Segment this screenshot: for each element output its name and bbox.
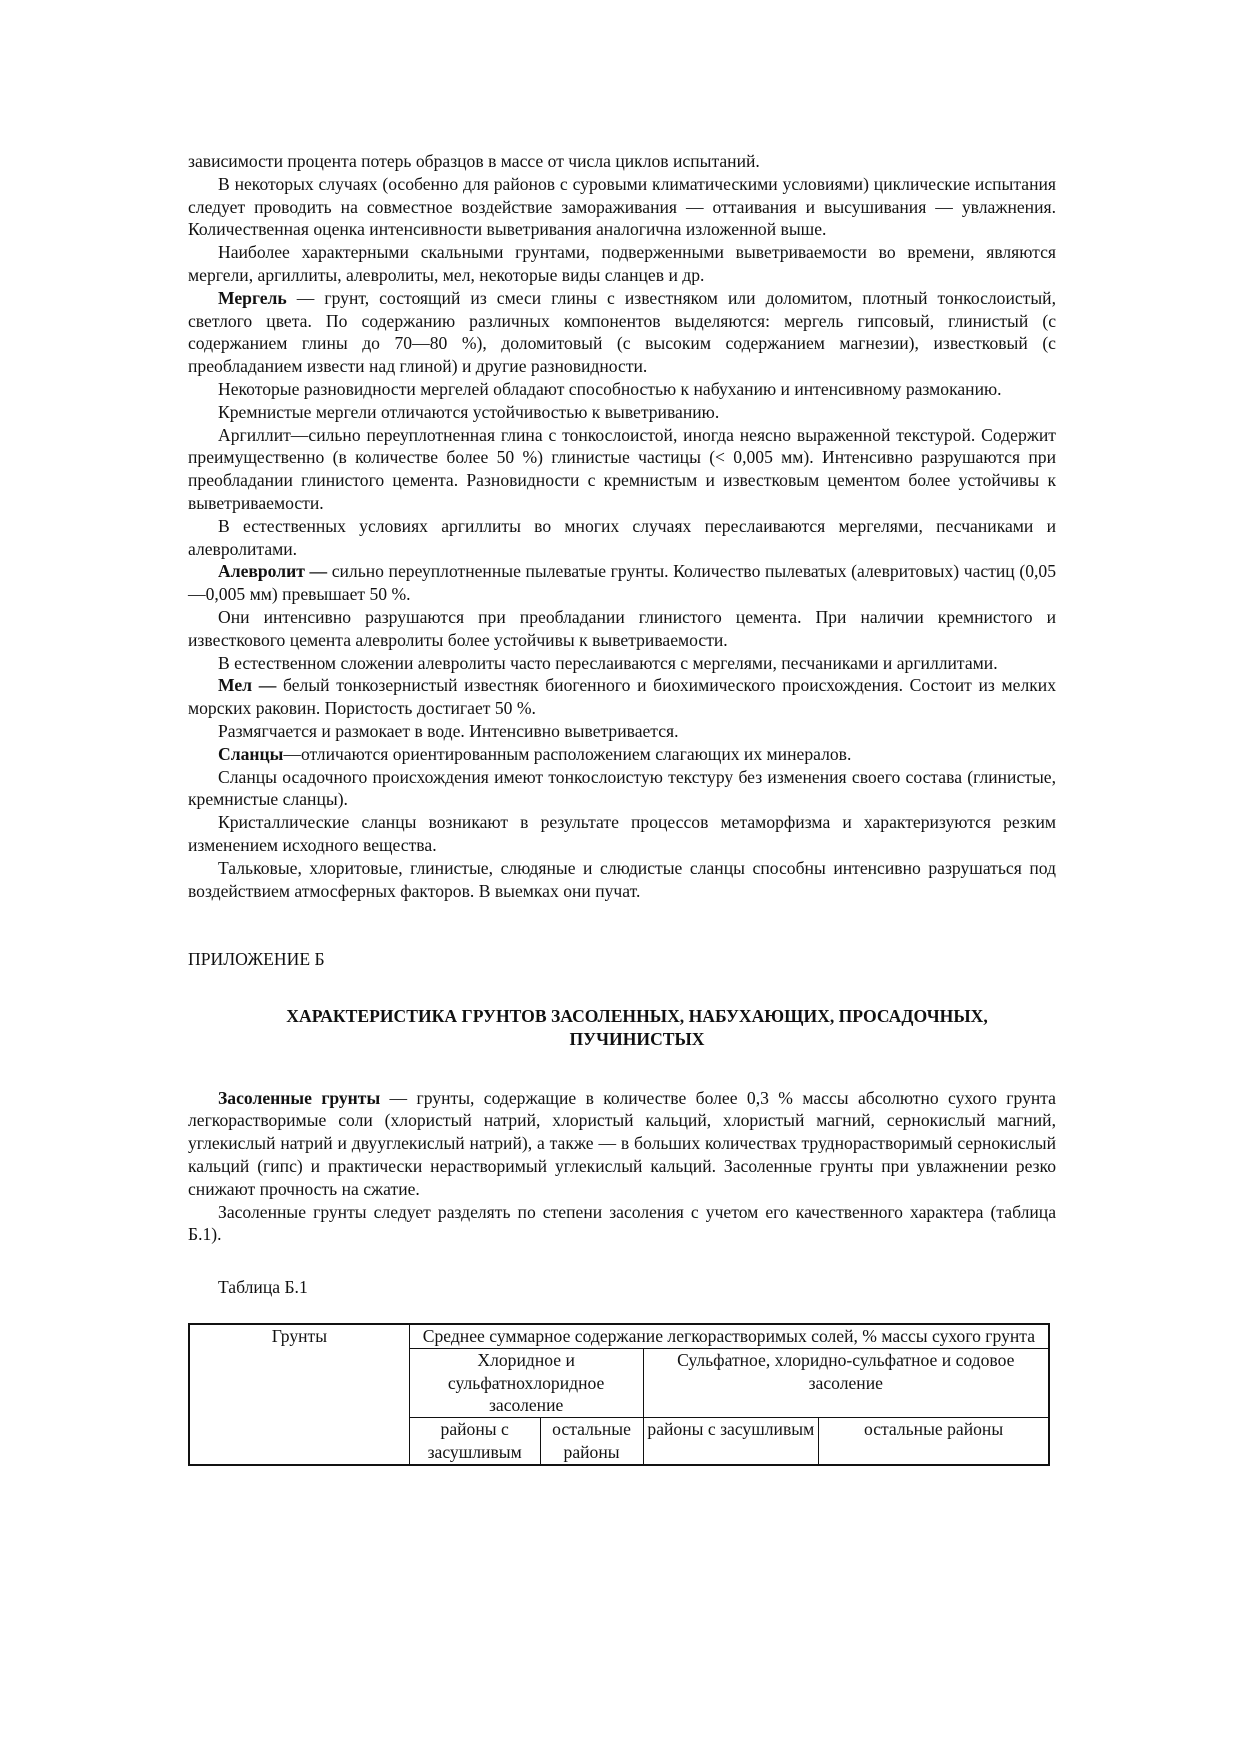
paragraph: Засоленные грунты следует разделять по степени засоления с учетом его качественного характера (таблица Б.1).	[188, 1201, 1056, 1245]
header-group-chloride: Хлоридное и сульфатнохлоридное засоление	[409, 1348, 643, 1417]
paragraph: В естественных условиях аргиллиты во многих случаях переслаиваются мергелями, песчаниками и алевролитами.	[188, 515, 1056, 559]
paragraph-text: — грунт, состоящий из смеси глины с известняком или доломитом, плотный тонкослоистый, светлого цвета. По содержанию различных компонентов выделяются: мергель гипсовый, глинистый (с содержанием глины до 70—80 %), доломитовый (с высоким содержанием магнезии), известковый (с преобладанием извести над глиной) и другие разновидности.	[188, 287, 1056, 377]
paragraph: Наиболее характерными скальными грунтами, подверженными выветриваемости во времени, являются мергели, аргиллиты, алевролиты, мел, некоторые виды сланцев и др.	[188, 242, 1056, 285]
paragraph-text: —отличаются ориентированным расположением слагающих их минералов.	[283, 743, 852, 764]
term-saline-soils: Засоленные грунты	[218, 1087, 381, 1108]
paragraph: Кремнистые мергели отличаются устойчивостью к выветриванию.	[218, 401, 720, 422]
term-chalk: Мел —	[218, 675, 277, 696]
paragraph: зависимости процента потерь образцов в массе от числа циклов испытаний.	[188, 151, 760, 171]
paragraph: В некоторых случаях (особенно для районов с суровыми климатическими условиями) циклические испытания следует проводить на совместное воздействие замораживания — оттаивания и высушивания — увлажнения. Количественная оценка интенсивности выветривания аналогична изложенной выше.	[188, 173, 1056, 240]
header-soils: Грунты	[189, 1324, 409, 1465]
header-sub-arid-1: районы с засушливым	[409, 1418, 540, 1465]
paragraph: Аргиллит—сильно переуплотненная глина с тонкослоистой, иногда неясно выраженной текстурой. Содержит преимущественно (в количестве более 50 %) глинистые частицы (< 0,005 мм). Интенсивно разрушаются при преобладании глинистого цемента. Разновидности с кремнистым и известковым цементом более устойчивы к выветриваемости.	[188, 424, 1056, 513]
paragraph: Размягчается и размокает в воде. Интенсивно выветривается.	[218, 720, 679, 741]
header-sub-arid-2: районы с засушливым	[643, 1418, 819, 1465]
header-sub-other-1: остальные районы	[540, 1418, 643, 1465]
paragraph-text: белый тонкозернистый известняк биогенного и биохимического происхождения. Состоит из мелких морских раковин. Пористость достигает 50 %.	[188, 675, 1057, 719]
term-shale: Сланцы	[218, 743, 284, 764]
header-sub-other-2: остальные районы	[819, 1418, 1049, 1465]
term-margel: Мергель	[218, 287, 287, 308]
paragraph: Тальковые, хлоритовые, глинистые, слюдяные и слюдистые сланцы способны интенсивно разрушаться под воздействием атмосферных факторов. В выемках они пучат.	[188, 857, 1056, 901]
table-caption: Таблица Б.1	[218, 1277, 308, 1298]
paragraph-aleurolite	[188, 560, 1056, 606]
paragraph-shale	[188, 743, 1056, 766]
appendix-label: ПРИЛОЖЕНИЕ Б	[188, 949, 325, 970]
paragraph: Они интенсивно разрушаются при преобладании глинистого цемента. При наличии кремнистого и известкового цемента алевролиты более устойчивы к выветриваемости.	[188, 606, 1056, 650]
paragraph-chalk	[188, 674, 1056, 720]
document-page	[188, 150, 1056, 1466]
header-main: Среднее суммарное содержание легкорастворимых солей, % массы сухого грунта	[409, 1324, 1049, 1348]
paragraph: Сланцы осадочного происхождения имеют тонкослоистую текстуру без изменения своего состава (глинистые, кремнистые сланцы).	[188, 766, 1056, 810]
header-group-sulfate: Сульфатное, хлоридно-сульфатное и содовое засоление	[643, 1348, 1049, 1417]
paragraph-text: — грунты, содержащие в количестве более 0,3 % массы абсолютно сухого грунта легкорастворимые соли (хлористый натрий, хлористый кальций, хлористый магний, сернокислый магний, углекислый натрий и двууглекислый натрий), а также — в больших количествах труднорастворимый сернокислый кальций (гипс) и практически нерастворимый углекислый кальций. Засоленные грунты при увлажнении резко снижают прочность на сжатие.	[188, 1087, 1056, 1199]
paragraph: Некоторые разновидности мергелей обладают способностью к набуханию и интенсивному размоканию.	[218, 378, 1002, 399]
salinity-table	[188, 1323, 1050, 1466]
table-row	[189, 1324, 1049, 1348]
paragraph-text: сильно переуплотненные пылеватые грунты. Количество пылеватых (алевритовых) частиц (0,05—0,005 мм) превышает 50 %.	[188, 561, 1056, 605]
paragraph: В естественном сложении алевролиты часто переслаиваются с мергелями, песчаниками и аргиллитами.	[218, 652, 998, 673]
paragraph-margel	[188, 287, 1056, 378]
paragraph: Кристаллические сланцы возникают в результате процессов метаморфизма и характеризуются резким изменением исходного вещества.	[188, 812, 1056, 855]
term-aleurolite: Алевролит —	[218, 561, 328, 582]
appendix-title: ХАРАКТЕРИСТИКА ГРУНТОВ ЗАСОЛЕННЫХ, НАБУХАЮЩИХ, ПРОСАДОЧНЫХ, ПУЧИНИСТЫХ	[286, 1006, 988, 1049]
paragraph-saline	[188, 1087, 1056, 1201]
